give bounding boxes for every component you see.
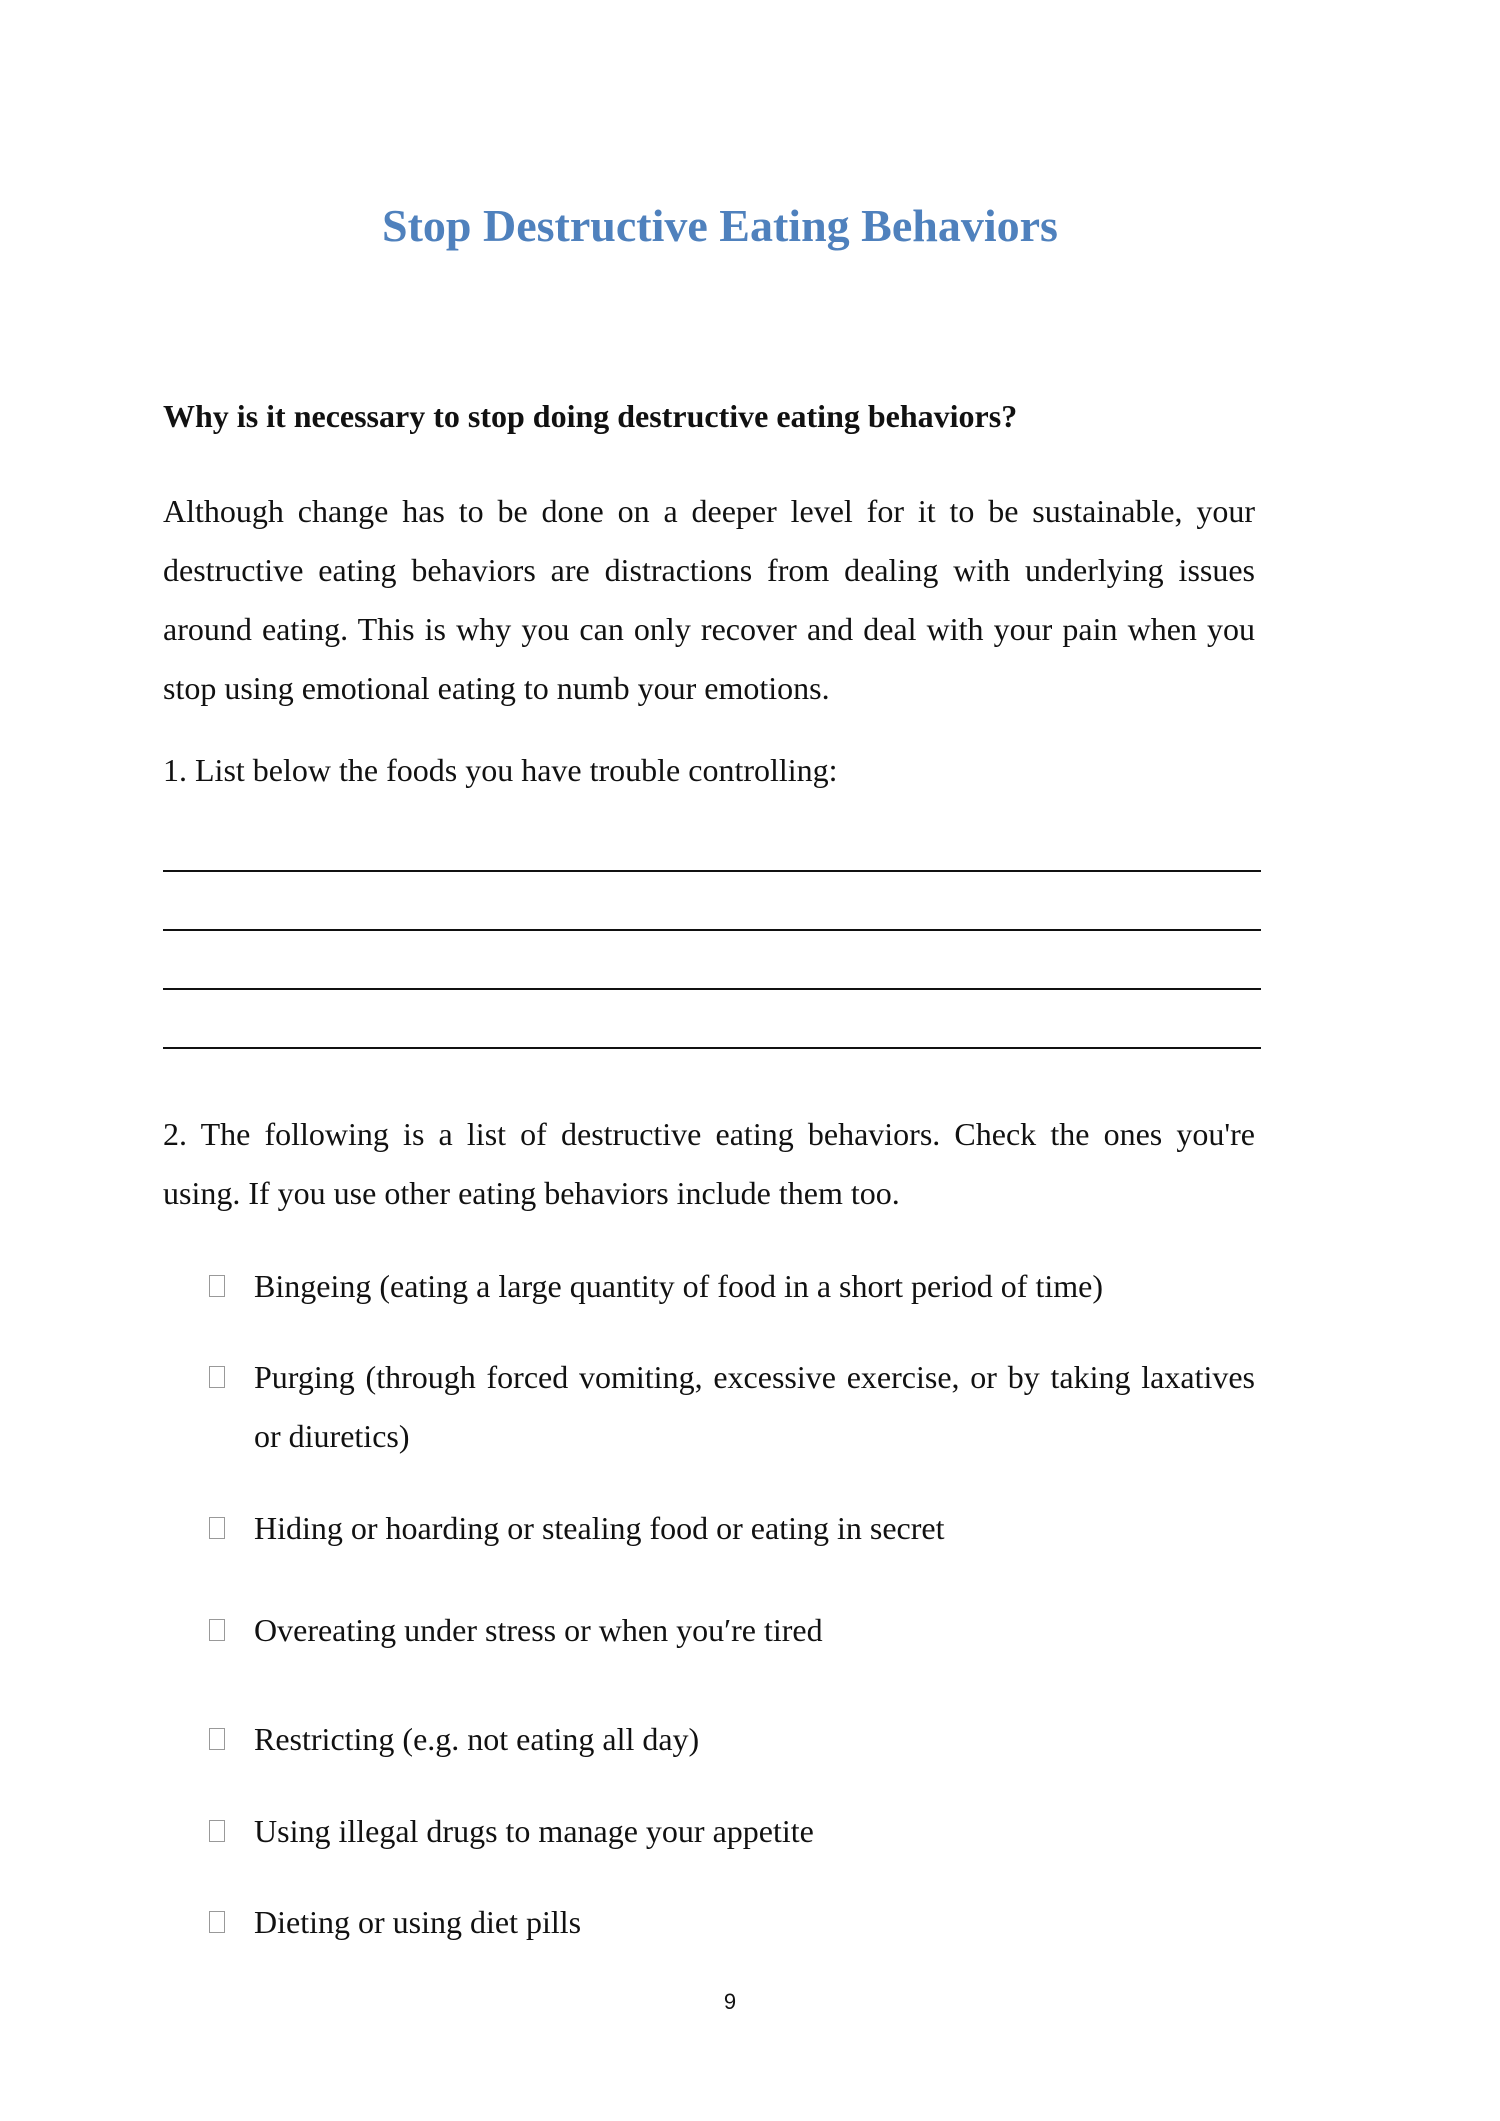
page-number: 9	[723, 1989, 737, 2014]
behaviors-instruction: 2. The following is a list of destructive eating behaviors. Check the ones you're using. If you use other eating behaviors include them too.	[163, 1116, 1255, 1211]
checkbox[interactable]	[209, 1619, 225, 1641]
checklist-item-label: Using illegal drugs to manage your appetite	[254, 1813, 814, 1849]
checklist-item-label: Bingeing (eating a large quantity of food in a short period of time)	[254, 1268, 1103, 1304]
checklist-item-purging	[209, 1348, 1255, 1466]
checkbox[interactable]	[209, 1911, 225, 1933]
page-title: Stop Destructive Eating Behaviors	[382, 200, 1058, 251]
checkbox[interactable]	[209, 1820, 225, 1842]
checkbox[interactable]	[209, 1517, 225, 1539]
answer-line-3[interactable]	[163, 988, 1261, 990]
checkbox[interactable]	[209, 1366, 225, 1388]
checklist-item-dieting	[209, 1893, 1255, 1952]
intro-paragraph: Although change has to be done on a deeper level for it to be sustainable, your destructive eating behaviors are distractions from dealing with underlying issues around eating. This is why you can only recover and deal with your pain when you stop using emotional eating to numb your emotions.	[163, 493, 1255, 706]
checklist-item-label: Purging (through forced vomiting, excessive exercise, or by taking laxatives or diuretics)	[254, 1359, 1255, 1454]
checklist-item-hiding	[209, 1499, 1255, 1558]
food-list-instruction: 1. List below the foods you have trouble controlling:	[163, 752, 838, 788]
answer-line-4[interactable]	[163, 1047, 1261, 1049]
checklist-item-bingeing	[209, 1257, 1255, 1316]
answer-line-1[interactable]	[163, 870, 1261, 872]
checklist-item-overeating	[209, 1601, 1255, 1660]
checklist-item-label: Hiding or hoarding or stealing food or eating in secret	[254, 1510, 945, 1546]
answer-line-2[interactable]	[163, 929, 1261, 931]
checklist-item-label: Dieting or using diet pills	[254, 1904, 582, 1940]
checklist-item-illegal-drugs	[209, 1802, 1255, 1861]
checklist-item-label: Overeating under stress or when you′re tired	[254, 1612, 823, 1648]
checkbox[interactable]	[209, 1728, 225, 1750]
question-heading: Why is it necessary to stop doing destructive eating behaviors?	[163, 398, 1018, 434]
checkbox[interactable]	[209, 1275, 225, 1297]
checklist-item-restricting	[209, 1710, 1255, 1769]
checklist-item-label: Restricting (e.g. not eating all day)	[254, 1721, 700, 1757]
